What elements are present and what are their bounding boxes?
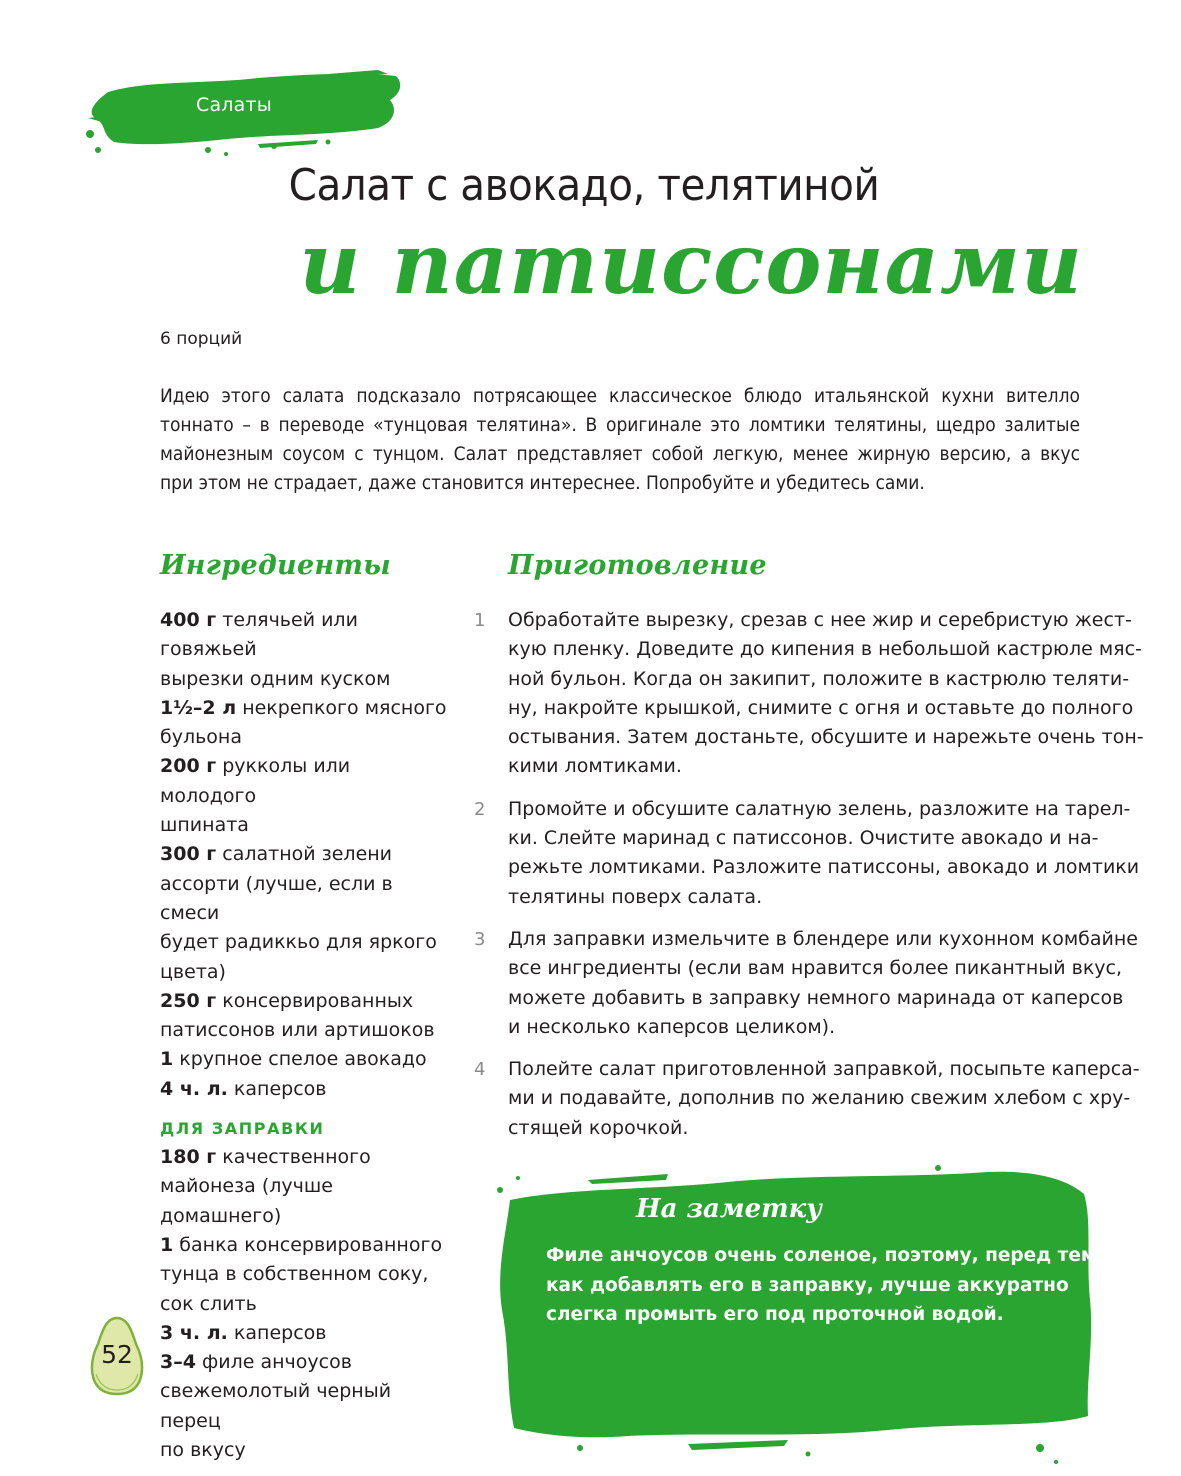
step-line: Для заправки измельчите в блендере или кухонном комбайне	[508, 927, 1138, 950]
ingredient-text: вырезки одним куском	[160, 667, 391, 690]
step-line: Полейте салат приготовленной заправкой, посыпьте каперса-	[508, 1058, 1140, 1081]
ingredient-text: по вкусу	[160, 1439, 246, 1462]
ingredient-line	[160, 840, 450, 869]
ingredient-line	[160, 1075, 450, 1104]
ingredients-dressing	[160, 1143, 450, 1465]
ingredient-line	[160, 694, 450, 723]
step-number: 1	[474, 610, 486, 631]
ingredient-quantity: 3 ч. л.	[160, 1321, 228, 1344]
ingredient-text: банка консервированного	[179, 1233, 443, 1256]
note-heading: На заметку	[636, 1194, 822, 1224]
ingredients-list	[160, 606, 450, 1465]
note-line: Филе анчоусов очень соленое, поэтому, перед тем	[546, 1245, 1096, 1266]
step-line: Промойте и обсушите салатную зелень, разложите на тарел-	[508, 797, 1131, 820]
ingredient-text: телячьей или говяжьей	[160, 609, 358, 661]
ingredient-line	[160, 811, 450, 840]
ingredient-text: филе анчоусов	[202, 1351, 352, 1374]
ingredient-line	[160, 1348, 450, 1377]
step-line: все ингредиенты (если вам нравится более пикантный вкус,	[508, 957, 1123, 980]
ingredient-text: будет радиккьо для яркого	[160, 931, 437, 954]
ingredient-text: свежемолотый черный перец	[160, 1380, 392, 1432]
step-text	[508, 925, 1138, 1042]
method-step	[474, 1055, 1140, 1143]
ingredient-quantity: 1	[160, 1233, 174, 1256]
intro-paragraph	[160, 382, 1080, 498]
step-number: 3	[474, 928, 486, 950]
ingredient-line	[160, 1231, 450, 1260]
ingredient-line	[160, 1143, 450, 1172]
ingredients-heading: Ингредиенты	[160, 550, 392, 581]
step-line: стящей корочкой.	[508, 1116, 689, 1139]
method-steps	[474, 606, 1144, 1156]
step-line: кую пленку. Доведите до кипения в небольшой кастрюле мяс-	[508, 638, 1142, 661]
step-line: Обработайте вырезку, срезав с нее жир и серебристую жест-	[508, 609, 1132, 631]
ingredient-line	[160, 987, 450, 1016]
method-step	[474, 795, 1140, 912]
ingredient-line	[160, 1260, 450, 1289]
step-line: кими ломтиками.	[508, 755, 682, 778]
ingredient-text: цвета)	[160, 960, 226, 983]
servings: 6 порций	[160, 329, 243, 349]
ingredient-quantity: 4 ч. л.	[160, 1077, 228, 1100]
page-number: 52	[101, 1340, 133, 1369]
ingredient-text: крупное спелое авокадо	[179, 1048, 427, 1071]
step-number: 4	[474, 1059, 486, 1081]
recipe-title-script: и патиссонами	[299, 214, 1083, 313]
ingredient-line	[160, 928, 450, 957]
ingredient-text: салатной зелени	[222, 843, 393, 866]
step-line: телятины поверх салата.	[508, 885, 763, 908]
ingredient-line	[160, 1290, 450, 1319]
method-step	[474, 606, 1144, 782]
ingredient-quantity: 250 г	[160, 989, 217, 1012]
ingredient-quantity: 300 г	[160, 843, 217, 866]
ingredient-text: каперсов	[233, 1321, 327, 1344]
ingredient-line	[160, 1377, 450, 1436]
ingredient-quantity: 200 г	[160, 755, 217, 778]
ingredient-line	[160, 1319, 450, 1348]
step-line: ну, накройте крышкой, снимите с огня и оставьте до полного	[508, 696, 1134, 719]
ingredient-line	[160, 606, 450, 665]
method-heading: Приготовление	[508, 550, 767, 581]
step-number: 2	[474, 798, 486, 820]
ingredient-line	[160, 752, 450, 811]
step-line: можете добавить в заправку немного маринада от каперсов	[508, 986, 1124, 1009]
ingredient-text: майонеза (лучше домашнего)	[160, 1175, 333, 1227]
step-line: ки. Слейте маринад с патиссонов. Очистите авокадо и на-	[508, 827, 1099, 850]
ingredient-text: некрепкого мясного	[242, 696, 447, 719]
dressing-heading: ДЛЯ ЗАПРАВКИ	[160, 1119, 325, 1139]
step-line: ми и подавайте, дополнив по желанию свежим хлебом с хру-	[508, 1087, 1131, 1110]
ingredient-text: качественного	[222, 1146, 371, 1169]
ingredient-text: рукколы или молодого	[160, 755, 351, 807]
intro-line: майонезным соусом с тунцом. Салат представляет собой легкую, менее жирную версию, а вкус	[160, 443, 1080, 465]
ingredient-text: каперсов	[233, 1077, 327, 1100]
step-text	[508, 606, 1144, 782]
step-line: остывания. Затем достаньте, обсушите и нарежьте очень тон-	[508, 726, 1144, 749]
ingredient-text: шпината	[160, 814, 249, 837]
ingredient-line	[160, 665, 450, 694]
intro-line: тоннато – в переводе «тунцовая телятина». В оригинале это ломтики телятины, щедро залитые	[160, 414, 1080, 436]
ingredients-main	[160, 606, 450, 1104]
recipe-title: Салат с авокадо, телятиной	[288, 160, 880, 211]
step-text	[508, 1055, 1140, 1143]
ingredient-text: консервированных	[222, 989, 414, 1012]
ingredient-text: сок слить	[160, 1292, 257, 1315]
ingredient-quantity: 3–4	[160, 1351, 196, 1374]
ingredient-quantity: 180 г	[160, 1146, 217, 1169]
ingredient-quantity: 1	[160, 1048, 174, 1071]
note-line: слегка промыть его под проточной водой.	[546, 1304, 1004, 1325]
step-text	[508, 795, 1140, 912]
ingredient-line	[160, 1436, 450, 1465]
ingredient-line	[160, 1172, 450, 1231]
intro-line: Идею этого салата подсказало потрясающее классическое блюдо итальянской кухни вителло	[160, 385, 1080, 407]
ingredient-text: патиссонов или артишоков	[160, 1019, 435, 1042]
ingredient-line	[160, 958, 450, 987]
ingredient-text: тунца в собственном соку,	[160, 1263, 429, 1286]
ingredient-line	[160, 1045, 450, 1074]
note-line: как добавлять его в заправку, лучше аккуратно	[546, 1274, 1069, 1296]
ingredient-line	[160, 870, 450, 929]
ingredient-quantity: 1½–2 л	[160, 696, 237, 719]
note-text	[546, 1241, 1096, 1330]
step-line: режьте ломтиками. Разложите патиссоны, авокадо и ломтики	[508, 856, 1140, 879]
ingredient-text: ассорти (лучше, если в смеси	[160, 872, 393, 924]
ingredient-line	[160, 723, 450, 752]
category-label: Салаты	[196, 94, 272, 116]
step-line: и несколько каперсов целиком).	[508, 1015, 836, 1038]
method-step	[474, 925, 1138, 1042]
intro-line: при этом не страдает, даже становится интереснее. Попробуйте и убедитесь сами.	[160, 472, 925, 494]
ingredient-line	[160, 1016, 450, 1045]
step-line: ной бульон. Когда он закипит, положите в кастрюлю теляти-	[508, 667, 1130, 690]
ingredient-quantity: 400 г	[160, 609, 217, 631]
ingredient-text: бульона	[160, 726, 242, 749]
